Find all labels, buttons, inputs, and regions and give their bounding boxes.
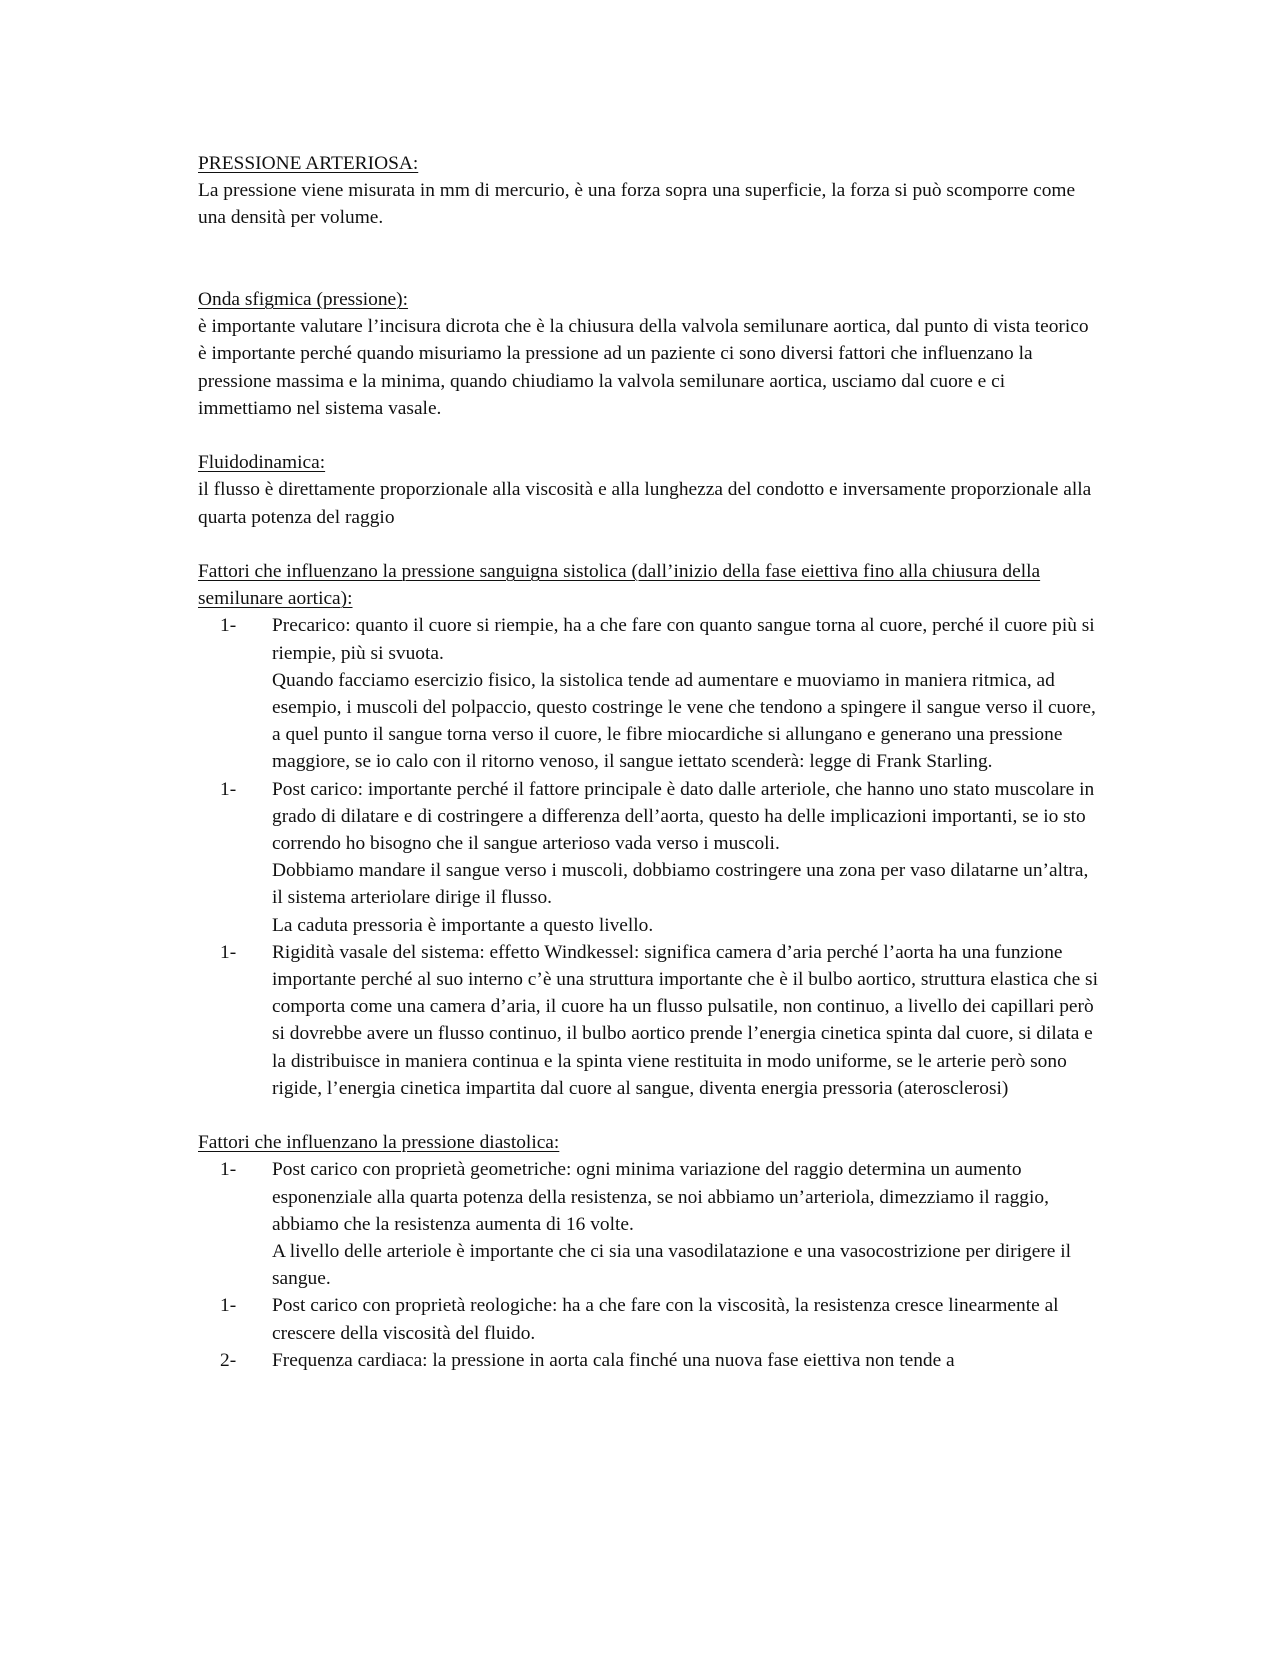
list-paragraph: Dobbiamo mandare il sangue verso i muscoli, dobbiamo costringere una zona per vaso dilatarne un’altra, il sistema arteriolare dirige il flusso. — [272, 860, 1089, 909]
section-fattori-diastolica — [198, 1129, 1098, 1374]
list-paragraph: Post carico con proprietà reologiche: ha a che fare con la viscosità, la resistenza cresce linearmente al crescere della viscosità del fluido. — [272, 1295, 1059, 1344]
list-paragraph: Post carico con proprietà geometriche: ogni minima variazione del raggio determina un aumento esponenziale alla quarta potenza della resistenza, se noi abbiamo un’arteriola, dimezziamo il raggio, abbiamo che la resistenza aumenta di 16 volte. — [272, 1159, 1049, 1235]
numbered-list — [198, 612, 1098, 1102]
list-paragraph: La caduta pressoria è importante a questo livello. — [272, 914, 654, 936]
spacer — [198, 232, 1098, 286]
section-heading: Fluidodinamica: — [198, 452, 326, 474]
section-onda-sfigmica — [198, 286, 1098, 422]
section-heading: Fattori che influenzano la pressione sanguigna sistolica (dall’inizio della fase eiettiva fino alla chiusura della semilunare aortica): — [198, 561, 1041, 610]
list-paragraph: Post carico: importante perché il fattore principale è dato dalle arteriole, che hanno uno stato muscolare in grado di dilatare e di costringere a differenza dell’aorta, questo ha delle implicazioni importanti, se io sto correndo ho bisogno che il sangue arterioso vada verso i muscoli. — [272, 778, 1095, 855]
list-item — [198, 1156, 1098, 1292]
section-paragraph: il flusso è direttamente proporzionale alla viscosità e alla lunghezza del condotto e inversamente proporzionale alla quarta potenza del raggio — [198, 479, 1092, 528]
spacer — [198, 531, 1098, 558]
list-item — [198, 776, 1098, 939]
numbered-list — [198, 1156, 1098, 1374]
section-heading: Onda sfigmica (pressione): — [198, 289, 409, 310]
list-paragraph: Frequenza cardiaca: la pressione in aorta cala finché una nuova fase eiettiva non tende a — [272, 1349, 955, 1371]
section-fattori-sistolica — [198, 558, 1098, 1102]
list-item — [198, 939, 1098, 1102]
list-item — [198, 1292, 1098, 1346]
section-heading: Fattori che influenzano la pressione diastolica: — [198, 1132, 560, 1154]
list-number: 1- — [220, 615, 237, 637]
section-fluidodinamica — [198, 449, 1098, 531]
spacer — [198, 1102, 1098, 1129]
section-heading: PRESSIONE ARTERIOSA: — [198, 153, 419, 174]
section-paragraph: è importante valutare l’incisura dicrota che è la chiusura della valvola semilunare aortica, dal punto di vista teorico è importante perché quando misuriamo la pressione ad un paziente ci sono diversi fattori che influenzano la pressione massima e la minima, quando chiudiamo la valvola semilunare aortica, usciamo dal cuore e ci immettiamo nel sistema vasale. — [198, 316, 1089, 419]
section-pressione-arteriosa — [198, 150, 1098, 232]
list-paragraph: Rigidità vasale del sistema: effetto Windkessel: significa camera d’aria perché l’aorta ha una funzione importante perché al suo interno c’è una struttura importante che è il bulbo aortico, struttura elastica che si comporta come una camera d’aria, il cuore ha un flusso pulsatile, non continuo, a livello dei capillari però si dovrebbe avere un flusso continuo, il bulbo aortico prende l’energia cinetica spinta dal cuore, si dilata e la distribuisce in maniera continua e la spinta viene restituita in modo uniforme, se le arterie però sono rigide, l’energia cinetica impartita dal cuore al sangue, diventa energia pressoria (aterosclerosi) — [272, 941, 1098, 1099]
section-paragraph: La pressione viene misurata in mm di mercurio, è una forza sopra una superficie, la forza si può scomporre come una densità per volume. — [198, 180, 1076, 229]
spacer — [198, 422, 1098, 449]
list-number: 1- — [220, 941, 237, 963]
list-paragraph: A livello delle arteriole è importante che ci sia una vasodilatazione e una vasocostrizione per dirigere il sangue. — [272, 1241, 1072, 1290]
list-number: 2- — [220, 1349, 237, 1371]
document-body — [198, 150, 1098, 1374]
list-paragraph: Precarico: quanto il cuore si riempie, ha a che fare con quanto sangue torna al cuore, perché il cuore più si riempie, più si svuota. — [272, 615, 1095, 664]
list-number: 1- — [220, 778, 237, 800]
list-number: 1- — [220, 1159, 237, 1181]
list-item — [198, 1347, 1098, 1374]
list-paragraph: Quando facciamo esercizio fisico, la sistolica tende ad aumentare e muoviamo in maniera ritmica, ad esempio, i muscoli del polpaccio, questo costringe le vene che tendono a spingere il sangue verso il cuore, a quel punto il sangue torna verso il cuore, le fibre miocardiche si allungano e generano una pressione maggiore, se io calo con il ritorno venoso, il sangue iettato scenderà: legge di Frank Starling. — [272, 669, 1096, 773]
list-number: 1- — [220, 1295, 237, 1317]
list-item — [198, 612, 1098, 775]
